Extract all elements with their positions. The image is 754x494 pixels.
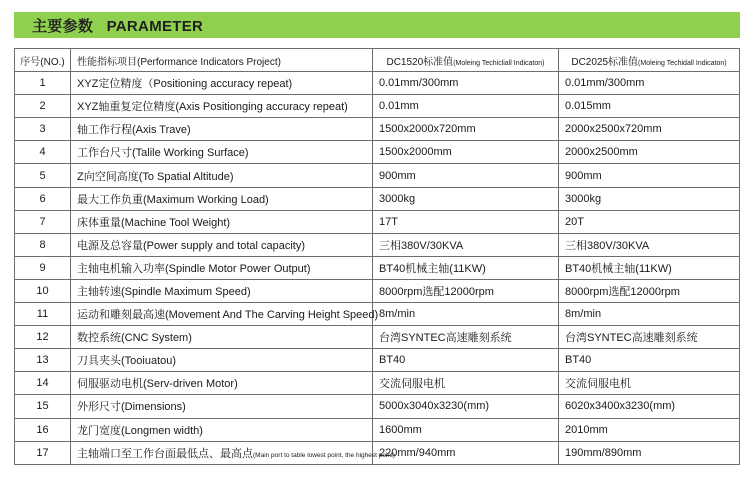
row-dc1520-value: BT40机械主轴(11KW) [373, 256, 559, 279]
row-item-text: XYZ定位精度（Positioning accuracy repeat) [77, 78, 293, 91]
row-item [71, 303, 379, 326]
row-dc2025-value: 6020x3400x3230(mm) [559, 395, 740, 418]
header-dc2025 [559, 49, 740, 72]
row-item [71, 441, 395, 464]
table-row [15, 164, 740, 187]
row-dc1520-value: BT40 [373, 349, 559, 372]
row-dc2025-value: 三相380V/30KVA [559, 233, 740, 256]
section-banner [14, 12, 740, 38]
table-row [15, 141, 740, 164]
table-row [15, 326, 740, 349]
row-dc1520-value: 3000kg [373, 187, 559, 210]
row-dc1520-value: 5000x3040x3230(mm) [373, 395, 559, 418]
row-item [71, 256, 373, 279]
row-item-note: (Main port to table lowest point, the highest point) [253, 451, 395, 459]
row-dc2025-value: 190mm/890mm [559, 441, 740, 464]
row-dc1520-value: 台湾SYNTEC高速雕刻系统 [373, 326, 559, 349]
row-dc2025-value: 3000kg [559, 187, 740, 210]
header-dc1520 [373, 49, 559, 72]
header-dc1520-main: DC1520标准值 [386, 56, 454, 68]
row-item-text: 主轴电机输入功率(Spindle Motor Power Output) [77, 262, 311, 275]
row-item-text: 主轴转速(Spindle Maximum Speed) [77, 285, 251, 298]
table-row [15, 372, 740, 395]
row-number: 7 [15, 210, 71, 233]
row-item [71, 372, 373, 395]
row-dc2025-value: 2000x2500mm [559, 141, 740, 164]
row-number: 6 [15, 187, 71, 210]
row-item-text: 主轴端口至工作台面最低点、最高点 [77, 447, 253, 460]
table-row [15, 418, 740, 441]
header-dc1520-sub: (Moleing Techicliall Indicaton) [453, 59, 545, 67]
row-number: 13 [15, 349, 71, 372]
row-number: 16 [15, 418, 71, 441]
row-dc1520-value: 0.01mm [373, 95, 559, 118]
table-row [15, 95, 740, 118]
row-dc1520-value: 1500x2000x720mm [373, 118, 559, 141]
section-title: 主要参数 PARAMETER [32, 17, 204, 35]
table-row [15, 72, 740, 95]
row-item-text: 龙门宽度(Longmen width) [77, 424, 203, 437]
row-dc2025-value: 900mm [559, 164, 740, 187]
table-row [15, 210, 740, 233]
row-dc2025-value: 2000x2500x720mm [559, 118, 740, 141]
row-item [71, 326, 373, 349]
row-dc1520-value: 1500x2000mm [373, 141, 559, 164]
row-dc1520-value: 17T [373, 210, 559, 233]
row-item [71, 118, 373, 141]
row-dc1520-value: 220mm/940mm [373, 441, 559, 464]
table-row [15, 395, 740, 418]
row-dc1520-value: 1600mm [373, 418, 559, 441]
row-item-text: 伺服驱动电机(Serv-driven Motor) [77, 378, 238, 391]
header-dc2025-main: DC2025标准值 [571, 56, 639, 68]
row-number: 14 [15, 372, 71, 395]
row-dc2025-value: BT40机械主轴(11KW) [559, 256, 740, 279]
row-number: 11 [15, 303, 71, 326]
parameter-table [14, 48, 740, 465]
row-dc2025-value: 台湾SYNTEC高速雕刻系统 [559, 326, 740, 349]
row-number: 5 [15, 164, 71, 187]
table-row [15, 118, 740, 141]
row-dc1520-value: 三相380V/30KVA [373, 233, 559, 256]
row-item [71, 141, 373, 164]
row-dc2025-value: 0.01mm/300mm [559, 72, 740, 95]
table-row [15, 187, 740, 210]
row-item-text: 工作台尺寸(Talile Working Surface) [77, 147, 249, 160]
row-dc1520-value: 900mm [373, 164, 559, 187]
row-number: 12 [15, 326, 71, 349]
row-item [71, 349, 373, 372]
row-number: 10 [15, 279, 71, 302]
row-number: 4 [15, 141, 71, 164]
row-number: 2 [15, 95, 71, 118]
row-number: 1 [15, 72, 71, 95]
row-dc2025-value: 8m/min [559, 303, 740, 326]
row-dc1520-value: 8000rpm选配12000rpm [373, 279, 559, 302]
row-item [71, 187, 373, 210]
row-item [71, 395, 373, 418]
row-item-text: Z向空间高度(To Spatial Altitude) [77, 170, 234, 183]
row-item-text: 外形尺寸(Dimensions) [77, 401, 186, 414]
row-item [71, 72, 373, 95]
row-dc2025-value: BT40 [559, 349, 740, 372]
row-dc2025-value: 0.015mm [559, 95, 740, 118]
row-number: 3 [15, 118, 71, 141]
row-dc2025-value: 2010mm [559, 418, 740, 441]
table-row [15, 256, 740, 279]
row-dc2025-value: 8000rpm选配12000rpm [559, 279, 740, 302]
row-dc1520-value: 0.01mm/300mm [373, 72, 559, 95]
row-item-text: XYZ轴重复定位精度(Axis Positionging accuracy repeat) [77, 101, 348, 114]
row-dc2025-value: 20T [559, 210, 740, 233]
header-item: 性能指标项目(Performance Indicators Project) [71, 49, 373, 72]
row-item-text: 最大工作负重(Maximum Working Load) [77, 193, 269, 206]
row-item-text: 运动和雕刻最高速(Movement And The Carving Height Speed) [77, 309, 379, 322]
row-number: 17 [15, 441, 71, 464]
row-item [71, 418, 373, 441]
table-row [15, 441, 740, 464]
header-dc2025-sub: (Moleing Techidall Indicaton) [638, 59, 727, 67]
row-number: 15 [15, 395, 71, 418]
row-dc1520-value: 8m/min [373, 303, 559, 326]
row-item [71, 233, 373, 256]
row-item-text: 数控系统(CNC System) [77, 332, 192, 345]
row-item-text: 刀具夹头(Tooiuatou) [77, 355, 177, 368]
row-item [71, 210, 373, 233]
row-dc1520-value: 交流伺服电机 [373, 372, 559, 395]
header-no: 序号(NO.) [15, 49, 71, 72]
table-row [15, 349, 740, 372]
row-item [71, 279, 373, 302]
row-number: 9 [15, 256, 71, 279]
row-item-text: 电源及总容量(Power supply and total capacity) [77, 239, 306, 252]
table-row [15, 233, 740, 256]
row-number: 8 [15, 233, 71, 256]
table-row [15, 303, 740, 326]
row-item-text: 床体重量(Machine Tool Weight) [77, 216, 231, 229]
table-row [15, 279, 740, 302]
row-item [71, 164, 373, 187]
table-header-row [15, 49, 740, 72]
row-dc2025-value: 交流伺服电机 [559, 372, 740, 395]
row-item [71, 95, 373, 118]
row-item-text: 轴工作行程(Axis Trave) [77, 124, 191, 137]
